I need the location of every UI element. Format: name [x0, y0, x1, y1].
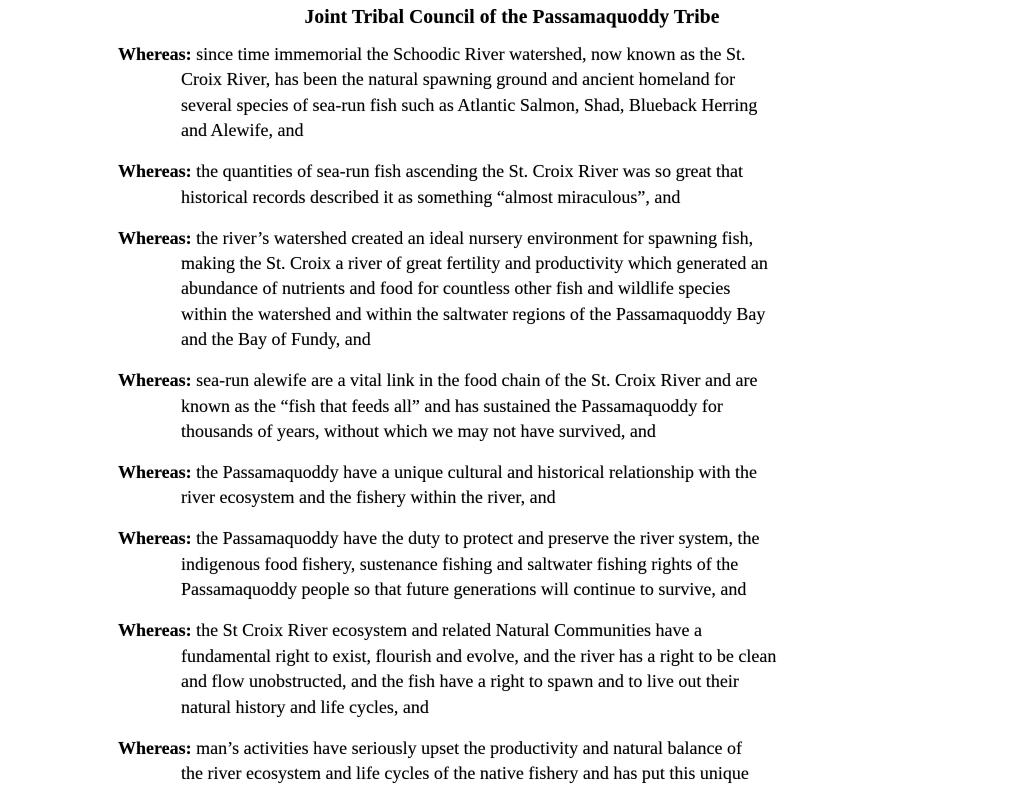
whereas-label: Whereas: [118, 462, 192, 482]
paragraph-first-line [0, 460, 1024, 485]
paragraph-line: river ecosystem and the fishery within the river, and [0, 485, 1024, 510]
paragraph-line: abundance of nutrients and food for countless other fish and wildlife species [0, 276, 1024, 301]
paragraph-line: within the watershed and within the saltwater regions of the Passamaquoddy Bay [0, 302, 1024, 327]
paragraph-line: making the St. Croix a river of great fertility and productivity which generated an [0, 251, 1024, 276]
paragraph-first-line [0, 736, 1024, 761]
paragraph-line: and flow unobstructed, and the fish have a right to spawn and to live out their [0, 669, 1024, 694]
paragraph-first-line [0, 368, 1024, 393]
paragraph-line: the river ecosystem and life cycles of the native fishery and has put this unique [0, 761, 1024, 786]
whereas-paragraph [0, 618, 1024, 720]
paragraph-line: and the Bay of Fundy, and [0, 327, 1024, 352]
paragraph-line: known as the “fish that feeds all” and has sustained the Passamaquoddy for [0, 394, 1024, 419]
paragraph-text: the quantities of sea-run fish ascending the St. Croix River was so great that [192, 161, 743, 181]
whereas-paragraph [0, 736, 1024, 786]
paragraph-text: the Passamaquoddy have a unique cultural and historical relationship with the [192, 462, 757, 482]
paragraph-line: several species of sea-run fish such as Atlantic Salmon, Shad, Blueback Herring [0, 93, 1024, 118]
paragraph-first-line [0, 42, 1024, 67]
paragraph-line: and Alewife, and [0, 118, 1024, 143]
paragraph-text: since time immemorial the Schoodic River watershed, now known as the St. [192, 44, 746, 64]
paragraph-text: sea-run alewife are a vital link in the food chain of the St. Croix River and are [192, 370, 758, 390]
whereas-label: Whereas: [118, 370, 192, 390]
whereas-label: Whereas: [118, 161, 192, 181]
whereas-label: Whereas: [118, 528, 192, 548]
paragraph-text: the St Croix River ecosystem and related Natural Communities have a [192, 620, 702, 640]
paragraph-first-line [0, 526, 1024, 551]
paragraph-line: historical records described it as something “almost miraculous”, and [0, 185, 1024, 210]
paragraph-text: the river’s watershed created an ideal nursery environment for spawning fish, [192, 228, 753, 248]
document-title: Joint Tribal Council of the Passamaquoddy Tribe [0, 0, 1024, 29]
paragraph-first-line [0, 226, 1024, 251]
whereas-paragraph [0, 42, 1024, 144]
paragraph-line: Passamaquoddy people so that future generations will continue to survive, and [0, 577, 1024, 602]
whereas-label: Whereas: [118, 44, 192, 64]
whereas-paragraph [0, 159, 1024, 210]
paragraph-text: the Passamaquoddy have the duty to protect and preserve the river system, the [192, 528, 760, 548]
whereas-label: Whereas: [118, 620, 192, 640]
paragraph-line: indigenous food fishery, sustenance fishing and saltwater fishing rights of the [0, 552, 1024, 577]
whereas-label: Whereas: [118, 228, 192, 248]
paragraph-line: Croix River, has been the natural spawning ground and ancient homeland for [0, 67, 1024, 92]
whereas-paragraph [0, 460, 1024, 511]
whereas-paragraph [0, 226, 1024, 353]
whereas-paragraph [0, 368, 1024, 444]
paragraph-line: natural history and life cycles, and [0, 695, 1024, 720]
whereas-label: Whereas: [118, 738, 192, 758]
paragraph-line: thousands of years, without which we may not have survived, and [0, 419, 1024, 444]
paragraph-line: fundamental right to exist, flourish and evolve, and the river has a right to be clean [0, 644, 1024, 669]
document-body [0, 29, 1024, 786]
paragraph-text: man’s activities have seriously upset the productivity and natural balance of [192, 738, 742, 758]
paragraph-first-line [0, 159, 1024, 184]
paragraph-first-line [0, 618, 1024, 643]
whereas-paragraph [0, 526, 1024, 602]
